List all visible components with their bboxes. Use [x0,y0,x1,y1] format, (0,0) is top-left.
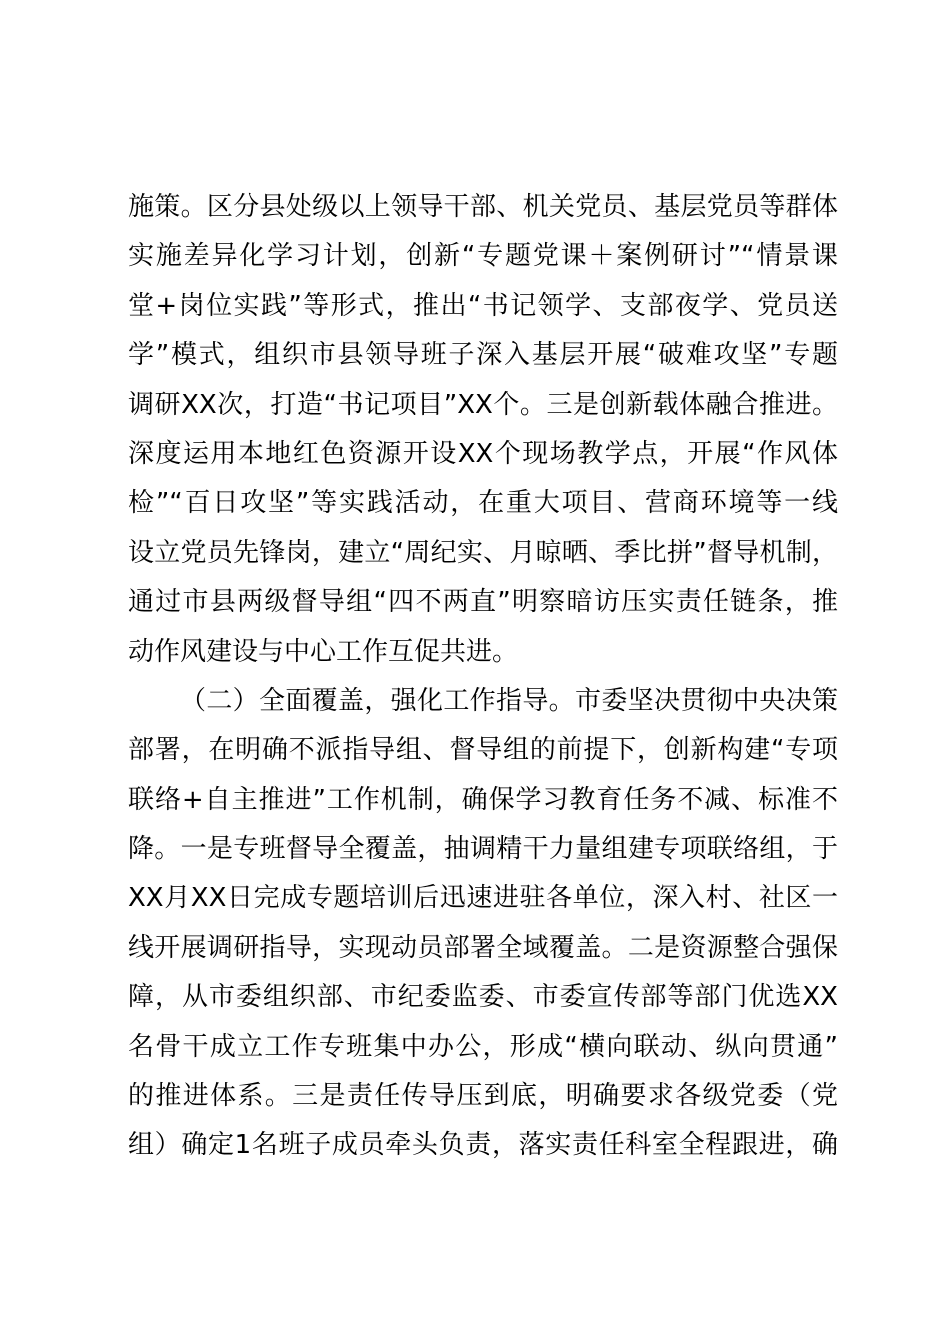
text-line: 施策。区分县处级以上领导干部、机关党员、基层党员等群体 [128,192,838,222]
body-text [128,183,838,1171]
paragraph-2 [128,677,838,1171]
paragraph-1 [128,183,838,677]
text-line: 实施差异化学习计划，创新“专题党课＋案例研讨”“情景课 [128,241,838,272]
text-line: 障，从市委组织部、市纪委监委、市委宣传部等部门优选XX [128,982,838,1013]
text-line: 设立党员先锋岗，建立“周纪实、月晾晒、季比拼”督导机制， [128,537,838,568]
text-line: 的推进体系。三是责任传导压到底，明确要求各级党委（党 [128,1081,838,1112]
text-line: 深度运用本地红色资源开设XX个现场教学点，开展“作风体 [128,438,838,469]
text-line: 学”模式，组织市县领导班子深入基层开展“破难攻坚”专题 [128,340,838,371]
text-line: 检”“百日攻坚”等实践活动，在重大项目、营商环境等一线 [128,488,838,519]
text-line: 联络+自主推进”工作机制，确保学习教育任务不减、标准不 [128,784,838,815]
text-line: 线开展调研指导，实现动员部署全域覆盖。二是资源整合强保 [128,932,838,963]
text-line: 调研XX次，打造“书记项目”XX个。三是创新载体融合推进。 [128,389,838,420]
text-line: 堂+岗位实践”等形式，推出“书记领学、支部夜学、党员送 [128,290,838,321]
text-line: 部署，在明确不派指导组、督导组的前提下，创新构建“专项 [128,735,838,766]
text-line: （二）全面覆盖，强化工作指导。市委坚决贯彻中央决策 [180,685,838,716]
text-line: 动作风建设与中心工作互促共进。 [128,636,519,667]
text-line: 通过市县两级督导组“四不两直”明察暗访压实责任链条，推 [128,587,838,618]
text-line: 降。一是专班督导全覆盖，抽调精干力量组建专项联络组，于 [128,834,838,865]
text-line: 名骨干成立工作专班集中办公，形成“横向联动、纵向贯通” [128,1031,838,1062]
text-line: XX月XX日完成专题培训后迅速进驻各单位，深入村、社区一 [128,883,838,914]
text-line: 组）确定1名班子成员牵头负责，落实责任科室全程跟进，确 [128,1130,838,1161]
